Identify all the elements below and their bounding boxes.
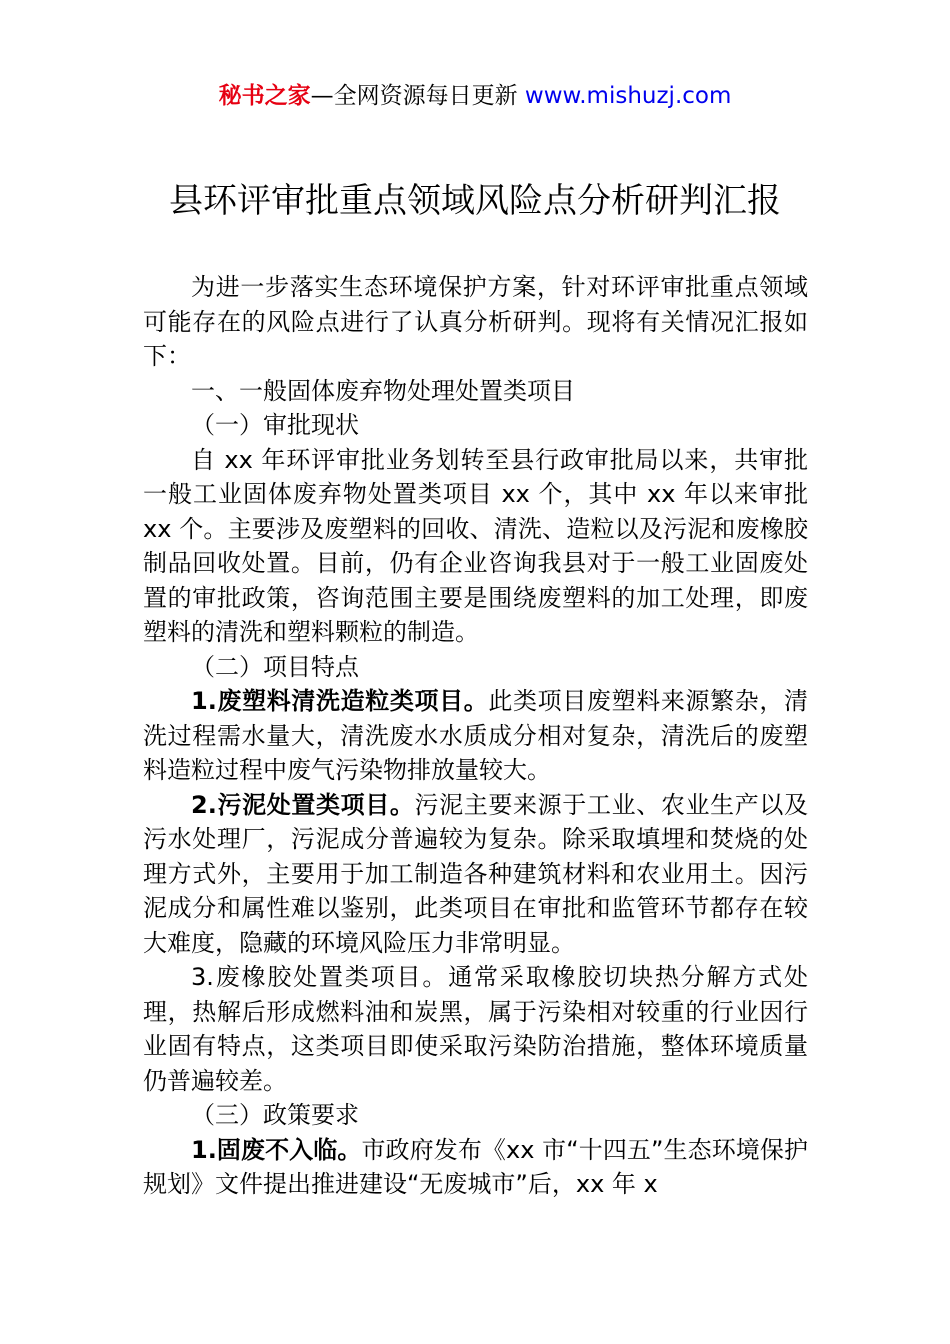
paragraph xyxy=(143,960,808,1098)
item-heading: 2.污泥处置类项目。 xyxy=(191,790,415,819)
paragraph xyxy=(143,443,808,650)
paragraph xyxy=(143,684,808,788)
page-header xyxy=(0,80,950,112)
paragraph xyxy=(143,1133,808,1202)
paragraph-text: 自 xx 年环评审批业务划转至县行政审批局以来，共审批一般工业固体废弃物处置类项目 xx 个，其中 xx 年以来审批 xx 个。主要涉及废塑料的回收、清洗、造粒以及污泥和废橡胶制品回收处置。目前，仍有企业咨询我县对于一般工业固废处置的审批政策，咨询范围主要是围绕废塑料的加工处理，即废塑料的清洗和塑料颗粒的制造。 xyxy=(143,445,808,646)
paragraph-text: （一）审批现状 xyxy=(191,411,359,439)
item-heading: 1.固废不入临。 xyxy=(191,1135,362,1164)
item-heading: 1.废塑料清洗造粒类项目。 xyxy=(191,687,489,715)
paragraph xyxy=(143,788,808,961)
paragraph-text: 市政府发布《xx 市“十四五”生态环境保护规划》文件提出推进建设“无废城市”后，xx 年 x xyxy=(143,1135,808,1198)
paragraph-text: （二）项目特点 xyxy=(191,652,359,681)
header-slogan: —全网资源每日更新 xyxy=(310,83,525,109)
subsection-heading xyxy=(143,1098,808,1133)
paragraph-text: 3.废橡胶处置类项目。通常采取橡胶切块热分解方式处理，热解后形成燃料油和炭黑，属于污染相对较重的行业因行业固有特点，这类项目即使采取污染防治措施，整体环境质量仍普遍较差。 xyxy=(143,963,808,1095)
section-heading xyxy=(143,374,808,409)
subsection-heading xyxy=(143,408,808,443)
paragraph-text: （三）政策要求 xyxy=(191,1101,359,1129)
document-body xyxy=(143,270,808,1202)
paragraph-text: 一、一般固体废弃物处理处置类项目 xyxy=(191,376,575,405)
subsection-heading xyxy=(143,650,808,685)
document-title: 县环评审批重点领域风险点分析研判汇报 xyxy=(169,181,781,221)
website-link[interactable]: www.mishuzj.com xyxy=(524,83,732,109)
paragraph-text: 污泥主要来源于工业、农业生产以及污水处理厂，污泥成分普遍较为复杂。除采取填埋和焚烧的处理方式外，主要用于加工制造各种建筑材料和农业用土。因污泥成分和属性难以鉴别，此类项目在审批和监管环节都存在较大难度，隐藏的环境风险压力非常明显。 xyxy=(143,790,808,957)
brand-name: 秘书之家 xyxy=(218,83,311,109)
paragraph-text: 此类项目废塑料来源繁杂，清洗过程需水量大，清洗废水水质成分相对复杂，清洗后的废塑料造粒过程中废气污染物排放量较大。 xyxy=(143,687,808,784)
paragraph xyxy=(143,270,808,374)
paragraph-text: 为进一步落实生态环境保护方案，针对环评审批重点领域可能存在的风险点进行了认真分析研判。现将有关情况汇报如下： xyxy=(143,273,808,370)
